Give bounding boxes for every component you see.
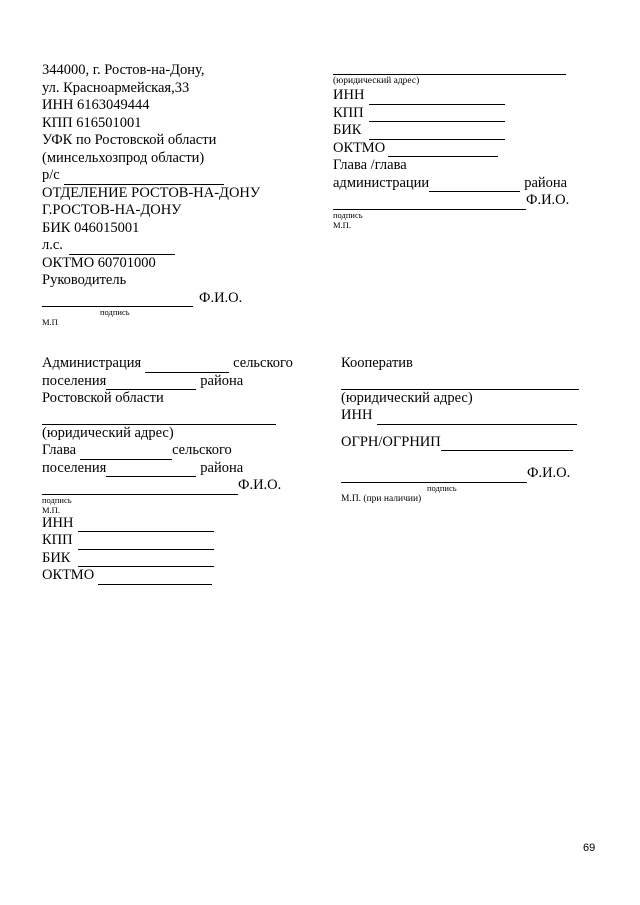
region-line: Ростовской области: [42, 390, 164, 406]
admin-label: Администрация: [42, 355, 142, 371]
admin-field[interactable]: [145, 360, 229, 373]
inn-line: [42, 515, 293, 533]
inn-field[interactable]: [369, 92, 505, 105]
minsel-line: (минсельхозпрод области): [42, 149, 205, 166]
rs-label: р/с: [42, 167, 60, 183]
settlement2-field[interactable]: [106, 464, 196, 477]
ls-field[interactable]: [69, 242, 175, 255]
oktmo-line: ОКТМО 60701000: [42, 254, 156, 271]
signature-field[interactable]: [341, 470, 527, 483]
inn-field[interactable]: [377, 412, 577, 425]
inn-label: ИНН: [42, 514, 74, 531]
oktmo-line: [333, 140, 569, 158]
district2-label: района: [200, 459, 244, 476]
bik-line: [333, 122, 569, 140]
ufk-line: УФК по Ростовской области: [42, 132, 217, 148]
settlement-label: поселения: [42, 372, 107, 389]
head-label: Глава: [42, 442, 77, 458]
left-top-block: [42, 62, 260, 327]
signature-field[interactable]: [42, 294, 193, 307]
admin-field[interactable]: [429, 179, 520, 192]
sign-caption: подпись: [333, 209, 363, 220]
signature-field[interactable]: [42, 482, 238, 495]
oktmo-label: ОКТМО: [333, 139, 386, 156]
sign-caption: подпись: [427, 482, 457, 493]
bik-label: БИК: [333, 122, 362, 138]
kpp-line: КПП 616501001: [42, 114, 142, 131]
rs-field[interactable]: [64, 172, 224, 185]
oktmo-field[interactable]: [388, 144, 498, 157]
bik-line: БИК 046015001: [42, 219, 140, 236]
signature-line: [42, 290, 260, 308]
address-line-1: 344000, г. Ростов-на-Дону,: [42, 62, 205, 78]
right-bottom-block: [341, 355, 579, 505]
rs-line: [42, 167, 260, 185]
head-line: Руководитель: [42, 272, 127, 288]
admin-line: [333, 175, 569, 193]
fio-label: Ф.И.О.: [527, 465, 571, 481]
legal-address-field[interactable]: [333, 60, 566, 75]
fio-label: Ф.И.О.: [238, 477, 282, 493]
kpp-line: [42, 532, 293, 550]
ogrn-label: ОГРН/ОГРНИП: [341, 433, 441, 450]
inn-field[interactable]: [78, 519, 214, 532]
oktmo-line: [42, 567, 293, 585]
head-line: [42, 442, 293, 460]
inn-line: [341, 407, 579, 425]
mp-caption: М.П.: [42, 504, 60, 515]
admin-line: [42, 355, 293, 373]
settlement2-line: [42, 460, 293, 478]
signature-field[interactable]: [333, 197, 526, 210]
left-bottom-block: [42, 355, 293, 585]
ogrn-line: [341, 434, 579, 452]
signature-line: [341, 465, 579, 483]
district-label: района: [200, 372, 244, 389]
kpp-field[interactable]: [78, 537, 214, 550]
mp-caption: М.П: [42, 317, 58, 327]
settlement-field[interactable]: [106, 377, 196, 390]
bik-field[interactable]: [369, 127, 505, 140]
head-field[interactable]: [80, 447, 172, 460]
fio-label: Ф.И.О.: [199, 289, 243, 306]
head-line: Глава /глава: [333, 157, 407, 173]
legal-address-field[interactable]: [42, 408, 276, 425]
bik-label: БИК: [42, 549, 71, 566]
kpp-line: [333, 105, 569, 123]
kpp-label: КПП: [333, 104, 364, 121]
inn-label: ИНН: [333, 87, 365, 103]
legal-address-caption: (юридический адрес): [341, 389, 473, 406]
district-label: района: [524, 174, 568, 191]
signature-line: [42, 477, 293, 495]
settlement2-label: поселения: [42, 459, 107, 476]
right-top-block: [333, 60, 569, 230]
oktmo-field[interactable]: [98, 572, 212, 585]
bik-line: [42, 550, 293, 568]
kpp-label: КПП: [42, 532, 73, 548]
inn-label: ИНН: [341, 407, 373, 423]
bik-field[interactable]: [78, 554, 214, 567]
legal-address-caption: (юридический адрес): [42, 424, 174, 441]
bank-line-2: Г.РОСТОВ-НА-ДОНУ: [42, 202, 182, 218]
sign-caption: подпись: [100, 307, 130, 317]
coop-label: Кооператив: [341, 355, 413, 371]
fio-label: Ф.И.О.: [526, 192, 570, 208]
kpp-field[interactable]: [369, 109, 505, 122]
admin-label: администрации: [333, 174, 430, 191]
page-number: 69: [583, 842, 596, 854]
oktmo-label: ОКТМО: [42, 567, 95, 583]
address-line-2: ул. Красноармейская,33: [42, 79, 190, 96]
ogrn-field[interactable]: [441, 438, 573, 451]
mp-caption: М.П. (при наличии): [341, 493, 422, 504]
ls-label: л.с.: [42, 237, 63, 253]
inn-line: ИНН 6163049444: [42, 97, 150, 113]
rural-label: сельского: [233, 355, 293, 371]
inn-line: [333, 87, 569, 105]
rural2-label: сельского: [172, 442, 232, 458]
settlement-line: [42, 373, 293, 391]
sign-caption: подпись: [42, 494, 72, 505]
mp-caption: М.П.: [333, 219, 351, 230]
ls-line: [42, 237, 260, 255]
coop-name-field[interactable]: [341, 373, 579, 390]
bank-line-1: ОТДЕЛЕНИЕ РОСТОВ-НА-ДОНУ: [42, 184, 261, 201]
legal-address-caption: (юридический адрес): [333, 76, 420, 86]
signature-line: [333, 192, 569, 210]
